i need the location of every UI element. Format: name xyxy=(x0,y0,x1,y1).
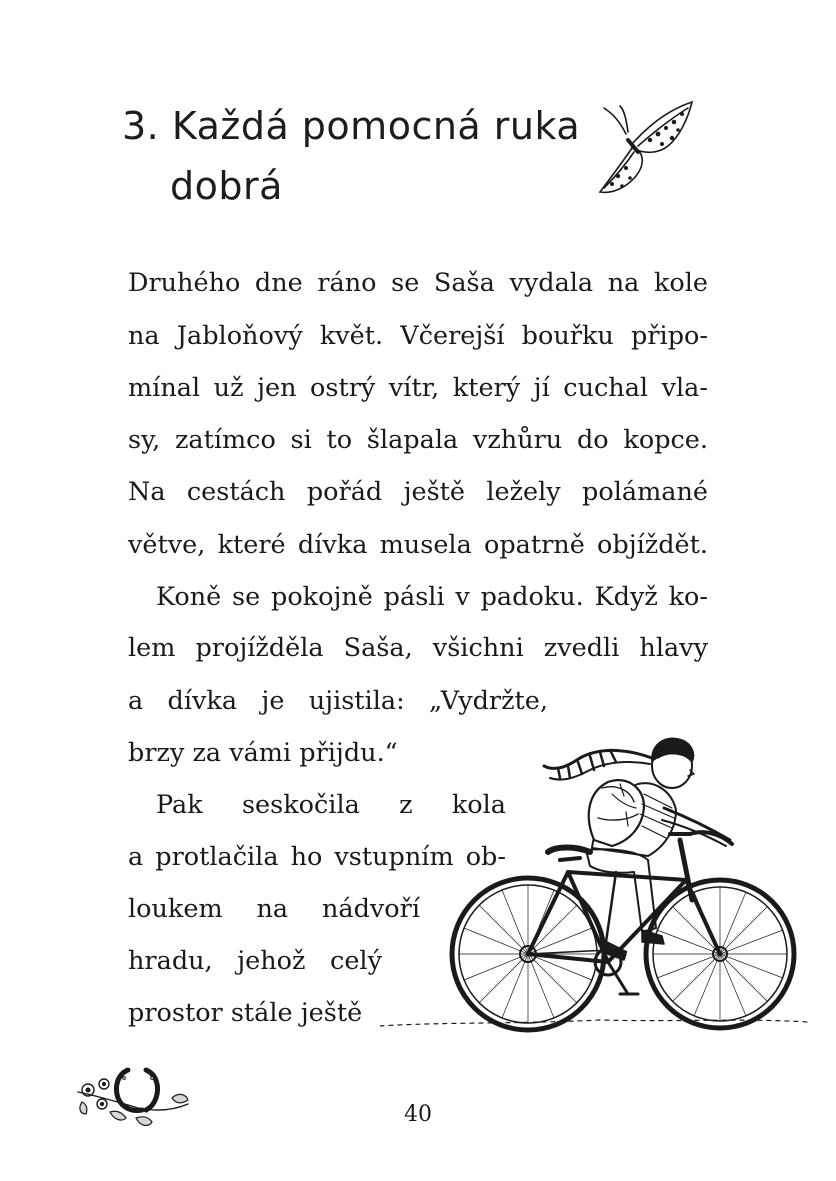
text-line: prostor stále ještě xyxy=(128,998,363,1028)
chapter-title xyxy=(122,96,580,216)
text-line: hradu, jehož celý xyxy=(128,946,382,976)
text-line: sy, zatímco si to šlapala vzhůru do kopce. xyxy=(128,425,708,455)
chapter-title-line-2: dobrá xyxy=(170,164,283,208)
text-line: větve, které dívka musela opatrně objíždět. xyxy=(128,530,708,560)
butterfly-icon xyxy=(588,96,700,204)
text-line: Druhého dne ráno se Saša vydala na kole xyxy=(128,268,708,298)
text-line: na Jabloňový květ. Včerejší bouřku připo- xyxy=(128,321,708,351)
page-number: 40 xyxy=(404,1102,432,1127)
chapter-title-line-1: 3. Každá pomocná ruka xyxy=(122,104,581,148)
text-line: brzy za vámi přijdu.“ xyxy=(128,738,398,768)
text-line: a protlačila ho vstupním ob- xyxy=(128,842,506,872)
text-line: Koně se pokojně pásli v padoku. Když ko- xyxy=(156,582,708,612)
text-line: Pak seskočila z kola xyxy=(156,790,506,820)
text-line: Na cestách pořád ještě ležely polámané xyxy=(128,477,708,507)
girl-on-bicycle-illustration xyxy=(380,722,810,1044)
text-line: lem projížděla Saša, všichni zvedli hlavy xyxy=(128,633,708,663)
text-line: loukem na nádvoří xyxy=(128,894,420,924)
text-line: mínal už jen ostrý vítr, který jí cuchal vla- xyxy=(128,373,708,403)
text-line: a dívka je ujistila: „Vydržte, xyxy=(128,686,548,716)
